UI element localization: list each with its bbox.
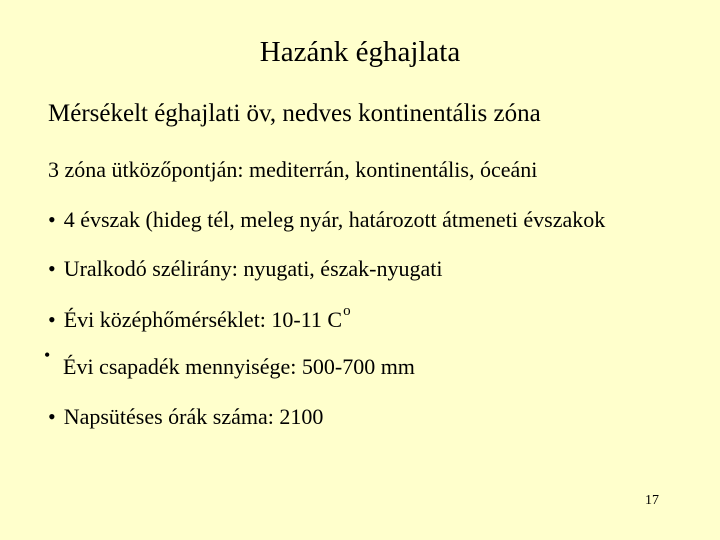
bullet-item-temperature [48, 303, 351, 333]
bullet-item-sunshine [48, 404, 323, 430]
bullet-marker: • [48, 404, 56, 429]
bullet-text: Napsütéses órák száma: 2100 [63, 404, 324, 429]
bullet-marker: • [48, 207, 56, 232]
bullet-item-wind [48, 256, 442, 282]
zone-line: 3 zóna ütközőpontján: mediterrán, kontinentális, óceáni [48, 157, 538, 182]
bullet-item-precipitation: Évi csapadék mennyisége: 500-700 mm [63, 354, 415, 379]
bullet-text: 4 évszak (hideg tél, meleg nyár, határozott átmeneti évszakok [63, 207, 606, 232]
slide-subtitle: Mérsékelt éghajlati öv, nedves kontinentális zóna [48, 100, 541, 127]
bullet-marker: • [48, 307, 56, 332]
degree-symbol: o [343, 303, 351, 319]
bullet-marker-small: • [44, 345, 51, 365]
bullet-text: Uralkodó szélirány: nyugati, észak-nyugati [63, 256, 443, 281]
slide-title: Hazánk éghajlata [259, 36, 461, 68]
bullet-item-seasons [48, 207, 605, 233]
page-number: 17 [645, 493, 659, 508]
bullet-marker: • [48, 256, 56, 281]
bullet-text: Évi középhőmérséklet: 10-11 C [63, 307, 343, 332]
